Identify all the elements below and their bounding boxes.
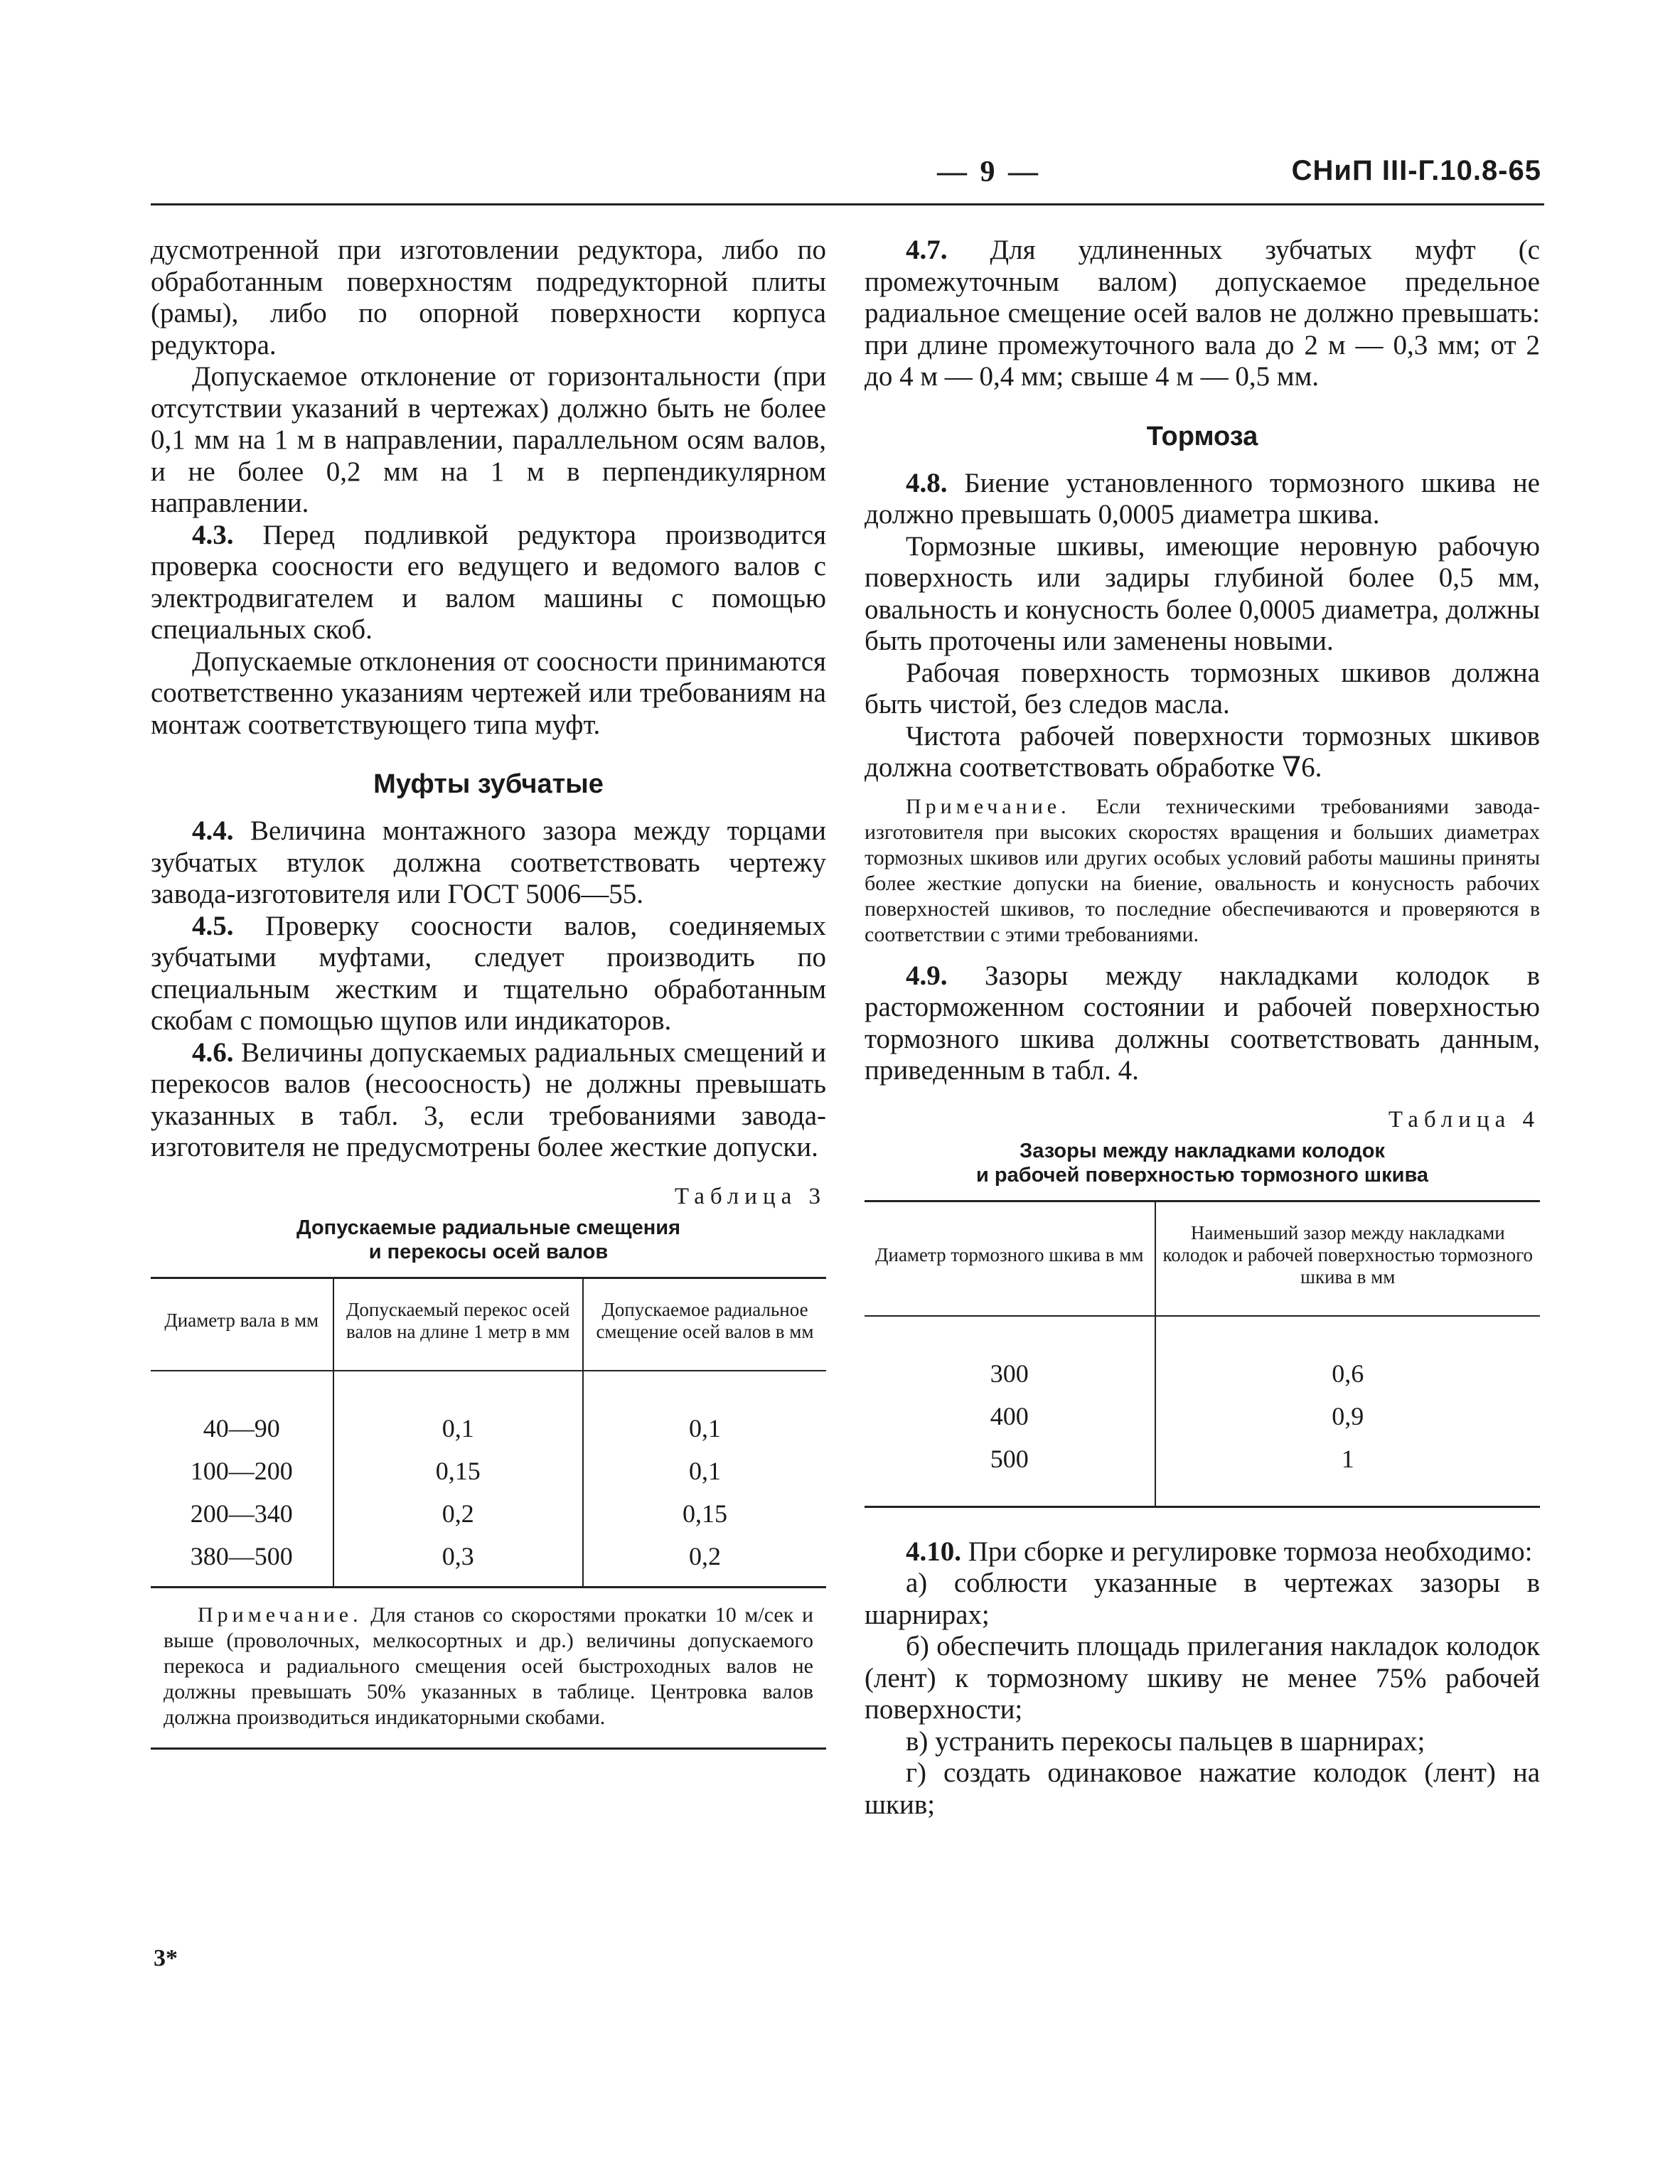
right-column	[865, 235, 1540, 1821]
clause-number: 4.3.	[192, 519, 234, 550]
clause-number: 4.6.	[192, 1037, 234, 1068]
clause-text: Проверку соосности валов, соединяемых зубчатыми муфтами, следует производить по специальным жестким и тщательно обработанным скобам с помощью щупов или индикаторов.	[151, 910, 826, 1036]
signature-mark: 3*	[154, 1945, 178, 1971]
clause-4-10	[865, 1536, 1540, 1568]
section-heading-brakes: Тормоза	[1146, 421, 1258, 451]
left-column	[151, 235, 826, 1750]
list-item: а) соблюсти указанные в чертежах зазоры в шарнирах;	[865, 1568, 1540, 1630]
table-cell: 0,6	[1155, 1316, 1541, 1395]
clause-4-7	[865, 235, 1540, 393]
clause-4-6	[151, 1037, 826, 1164]
paragraph-horizontality: Допускаемое отклонение от горизонтальности (при отсутствии указаний в чертежах) должно быть не более 0,1 мм на 1 м в направлении, параллельном осям валов, и не более 0,2 мм на 1 м в перпендикулярном направлении.	[151, 361, 826, 518]
table-4-label: Таблица 4	[1388, 1106, 1540, 1133]
header-rule	[151, 203, 1544, 205]
table-cell: 0,9	[1155, 1395, 1541, 1438]
column-header: Допускаемый перекос осей валов на длине 1 метр в мм	[333, 1278, 584, 1371]
table-cell: 0,1	[583, 1371, 826, 1450]
clause-number: 4.9.	[906, 960, 948, 991]
note-text: Если техническими требованиями завода-изготовителя при высоких скоростях вращения и больших диаметрах тормозных шкивов или других особых условий работы машины приняты более жесткие допуски на биение, овальность и конусность рабочих поверхностей шкивов, то последние обеспечиваются и проверяются в соответствии с этими требованиями.	[865, 794, 1541, 946]
clause-text: Величины допускаемых радиальных смещений и перекосов валов (несоосность) не должны превышать указанных в табл. 3, если требованиями завода-изготовителя не предусмотрены более жесткие допуски.	[151, 1037, 826, 1162]
caption-line: и перекосы осей валов	[368, 1240, 609, 1263]
page-header	[151, 155, 1573, 198]
list-item: в) устранить перекосы пальцев в шарнирах;	[906, 1725, 1425, 1757]
clause-text: Биение установленного тормозного шкива не должно превышать 0,0005 диаметра шкива.	[865, 467, 1540, 530]
table-cell: 1	[1155, 1438, 1541, 1507]
table-cell: 300	[990, 1359, 1029, 1388]
clause-number: 4.8.	[906, 467, 948, 498]
table-header-row	[151, 1278, 826, 1371]
table-3-label: Таблица 3	[674, 1183, 826, 1209]
clause-text: Для удлиненных зубчатых муфт (с промежуточным валом) допускаемое предельное радиальное смещение осей валов не должно превышать: при длине промежуточного вала до 2 м — 0,3 мм; от 2 до 4 м — 0,4 мм; свыше 4 м — 0,5 мм.	[865, 235, 1540, 392]
table-cell: 0,15	[333, 1450, 584, 1492]
column-header: Наименьший зазор между накладками колодок и рабочей поверхностью тормозного шкива в мм	[1155, 1201, 1541, 1316]
table-cell: 0,2	[333, 1492, 584, 1535]
document-code: СНиП III-Г.10.8-65	[1291, 155, 1541, 186]
paragraph-continuation: дусмотренной при изготовлении редуктора, либо по обработанным поверхностям подредукторной плиты (рамы), либо по опорной поверхности корпуса редуктора.	[151, 235, 826, 360]
table-header-row	[865, 1201, 1540, 1316]
table-cell: 0,3	[333, 1535, 584, 1588]
table-row	[865, 1316, 1540, 1395]
caption-line: и рабочей поверхностью тормозного шкива	[975, 1163, 1429, 1187]
clause-text: При сборке и регулировке тормоза необходимо:	[968, 1536, 1533, 1567]
note-title: Примечание.	[906, 794, 1071, 818]
table-4	[865, 1200, 1540, 1508]
column-header: Допускаемое радиальное смещение осей валов в мм	[583, 1278, 826, 1371]
paragraph-surface-finish: Чистота рабочей поверхности тормозных шкивов должна соответствовать обработке ∇6.	[865, 720, 1540, 783]
clause-text: Перед подливкой редуктора производится проверка соосности его ведущего и ведомого валов с электродвигателем и валом машины с помощью специальных скоб.	[151, 519, 827, 645]
clause-number: 4.4.	[192, 815, 234, 846]
clause-text: Зазоры между накладками колодок в расторможенном состоянии и рабочей поверхностью тормозного шкива должны соответствовать данным, приведенным в табл. 4.	[865, 960, 1541, 1086]
table-row	[151, 1492, 826, 1535]
page-number: — 9 —	[937, 156, 1041, 188]
section-heading-couplings: Муфты зубчатые	[373, 769, 604, 799]
table-row	[865, 1438, 1540, 1507]
table-4-caption	[865, 1139, 1540, 1187]
clause-number: 4.5.	[192, 910, 234, 941]
table-cell: 40—90	[203, 1413, 280, 1442]
brake-note	[865, 794, 1540, 948]
clause-4-5	[151, 911, 826, 1037]
table-cell: 400	[990, 1401, 1029, 1430]
table-cell: 500	[990, 1444, 1029, 1473]
clause-text: Величина монтажного зазора между торцами зубчатых втулок должна соответствовать чертежу завода-изготовителя или ГОСТ 5006—55.	[151, 815, 826, 909]
table-cell: 0,1	[333, 1371, 584, 1450]
table-cell: 0,15	[583, 1492, 826, 1535]
note-title: Примечание.	[198, 1602, 363, 1627]
paragraph-brake-pulleys: Тормозные шкивы, имеющие неровную рабочую поверхность или задиры глубиной более 0,5 мм, овальность и конусность более 0,0005 диаметра, должны быть проточены или заменены новыми.	[865, 530, 1540, 656]
table-row	[151, 1371, 826, 1450]
clause-4-3	[151, 520, 826, 646]
table-row	[865, 1395, 1540, 1438]
column-header: Диаметр вала в мм	[151, 1278, 333, 1371]
clause-4-4	[151, 815, 826, 911]
clause-4-8	[865, 468, 1540, 531]
table-cell: 0,2	[583, 1535, 826, 1588]
clause-number: 4.10.	[906, 1536, 961, 1567]
table-3-caption	[151, 1216, 826, 1264]
column-header: Диаметр тормозного шкива в мм	[865, 1201, 1155, 1316]
table-cell: 100—200	[190, 1456, 293, 1485]
list-item: б) обеспечить площадь прилегания накладок колодок (лент) к тормозному шкиву не менее 75% рабочей поверхности;	[865, 1631, 1540, 1725]
clause-number: 4.7.	[906, 235, 948, 265]
list-item: г) создать одинаковое нажатие колодок (лент) на шкив;	[865, 1757, 1540, 1820]
table-3	[151, 1277, 826, 1588]
caption-line: Зазоры между накладками колодок	[1020, 1139, 1385, 1162]
note-text: Для станов со скоростями прокатки 10 м/сек и выше (проволочных, мелкосортных и др.) величины допускаемого перекоса и радиального смещения осей быстроходных валов не должны превышать 50% указанных в таблице. Центровка валов должна производиться индикаторными скобами.	[164, 1602, 813, 1729]
table-cell: 200—340	[190, 1499, 293, 1528]
paragraph-alignment-deviations: Допускаемые отклонения от соосности принимаются соответственно указаниям чертежей или требованиям на монтаж соответствующего типа муфт.	[151, 646, 826, 740]
table-3-note	[151, 1588, 826, 1750]
clause-4-9	[865, 960, 1540, 1087]
table-row	[151, 1535, 826, 1588]
caption-line: Допускаемые радиальные смещения	[296, 1216, 681, 1239]
table-cell: 0,1	[583, 1450, 826, 1492]
table-cell: 380—500	[190, 1541, 293, 1570]
paragraph-working-surface: Рабочая поверхность тормозных шкивов должна быть чистой, без следов масла.	[865, 657, 1540, 719]
table-row	[151, 1450, 826, 1492]
